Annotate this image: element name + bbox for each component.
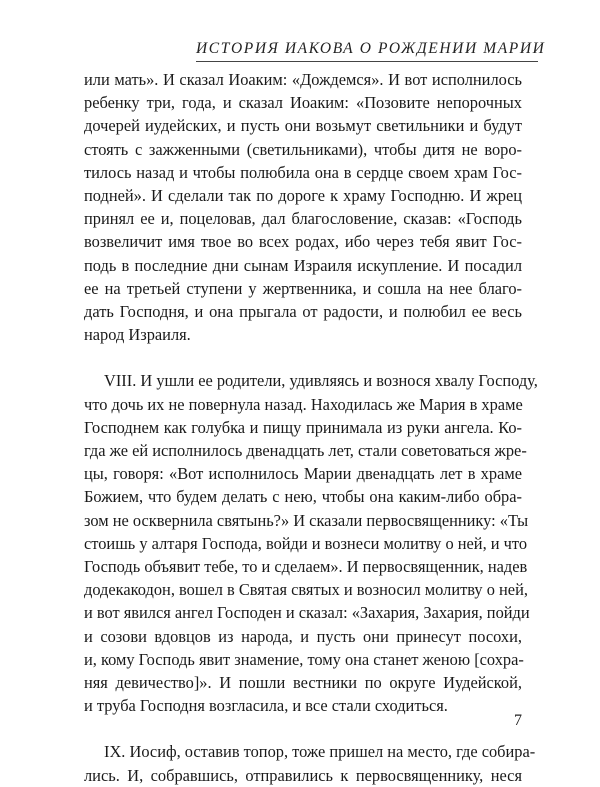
text-line: и, кому Господь явит знамение, тому она станет женою [сохра-: [84, 649, 524, 669]
text-line: Божием, что будем делать с нею, чтобы она каким-либо обра-: [84, 487, 522, 507]
text-line: дочерей иудейских, и пусть они возьмут светильники и будут: [84, 116, 522, 136]
text-line: и труба Господня возгласила, и все стали сходиться.: [84, 696, 448, 716]
text-line: стоишь у алтаря Господа, войди и вознеси молитву о ней, и что: [84, 533, 528, 553]
text-line: цы, говоря: «Вот исполнилось Марии двенадцать лет в храме: [84, 464, 522, 484]
text-line: VIII. И ушли ее родители, удивляясь и вознося хвалу Господу,: [104, 371, 538, 391]
paragraph-viii: [84, 369, 538, 717]
text-line: дать Господня, и она прыгала от радости, и полюбил ее весь: [84, 301, 522, 321]
text-line: подь в последние дни сынам Израиля искупление. И посадил: [84, 255, 522, 275]
text-line: и вот явился ангел Господен и сказал: «Захария, Захария, пойди: [84, 603, 530, 623]
text-line: ребенку три, года, и сказал Иоаким: «Позовите непорочных: [84, 93, 522, 113]
paragraph-gap: [84, 717, 522, 740]
body-text: [84, 68, 538, 787]
paragraph-ix: [84, 740, 536, 786]
text-line: подней». И сделали так по дороге к храму Господню. И жрец: [84, 185, 522, 205]
text-line: что дочь их не повернула назад. Находилась же Мария в храме: [84, 394, 523, 414]
paragraph-vii-end: [84, 68, 522, 346]
text-line: няя девичество]». И пошли вестники по округе Иудейской,: [84, 672, 522, 692]
text-line: IX. Иосиф, оставив топор, тоже пришел на место, где собира-: [104, 742, 536, 762]
text-line: Господнем как голубка и пищу принимала из руки ангела. Ко-: [84, 417, 522, 437]
text-line: ее на третьей ступени у жертвенника, и сошла на нее благо-: [84, 278, 522, 298]
paragraph-gap: [84, 346, 522, 369]
text-line: стоять с зажженными (светильниками), чтобы дитя не воро-: [84, 139, 522, 159]
text-line: народ Израиля.: [84, 325, 191, 345]
running-head: ИСТОРИЯ ИАКОВА О РОЖДЕНИИ МАРИИ: [196, 40, 546, 57]
text-line: тилось назад и чтобы полюбила она в сердце своем храм Гос-: [84, 162, 522, 182]
text-line: гда же ей исполнилось двенадцать лет, стали советоваться жре-: [84, 441, 527, 460]
text-line: зом не осквернила святынь?» И сказали первосвященнику: «Ты: [84, 510, 529, 530]
text-line: додекакодон, вошел в Святая святых и возносил молитву о ней,: [84, 580, 528, 600]
text-line: Господь объявит тебе, то и сделаем». И первосвященник, надев: [84, 556, 528, 576]
header-rule: [196, 61, 538, 62]
text-line: принял ее и, поцеловав, дал благословение, сказав: «Господь: [84, 209, 522, 229]
text-line: возвеличит имя твое во всех родах, ибо через тебя явит Гос-: [84, 232, 522, 252]
text-line: или мать». И сказал Иоаким: «Дождемся». И вот исполнилось: [84, 70, 522, 89]
text-line: и созови вдовцов из народа, и пусть они принесут посохи,: [84, 626, 522, 646]
page-number: 7: [514, 712, 522, 729]
text-line: лись. И, собравшись, отправились к первосвященнику, неся: [84, 765, 522, 785]
